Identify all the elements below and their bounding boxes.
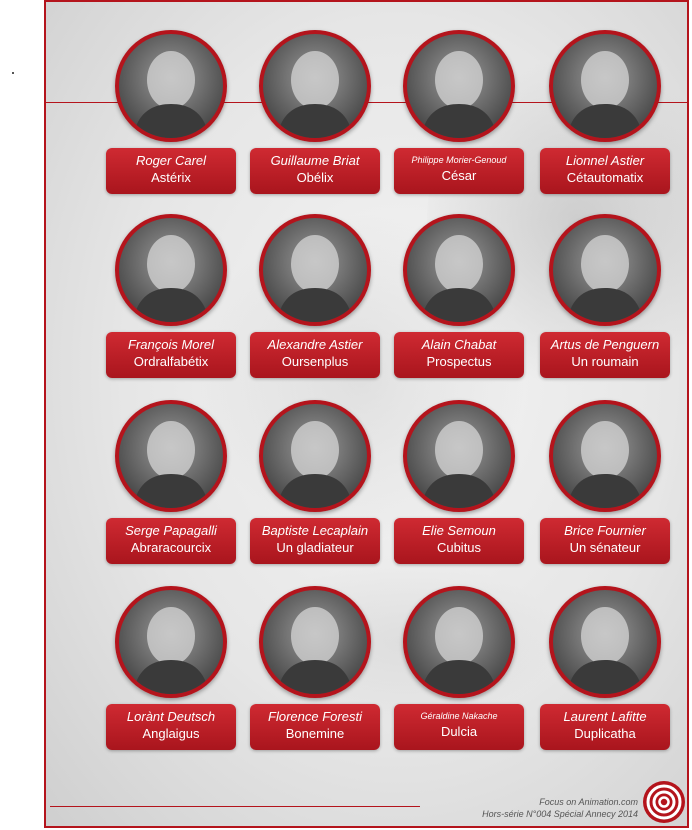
actor-name: Lorànt Deutsch (126, 709, 216, 724)
actor-name: Artus de Penguern (550, 337, 660, 352)
character-name: Dulcia (440, 724, 478, 739)
character-name: Astérix (151, 170, 191, 185)
actor-portrait (549, 214, 661, 326)
character-name: Oursenplus (281, 354, 349, 369)
actor-portrait (403, 586, 515, 698)
actor-portrait (115, 214, 227, 326)
actor-portrait (549, 30, 661, 142)
actor-portrait (115, 30, 227, 142)
cast-card (386, 214, 532, 384)
actor-name: Alain Chabat (421, 337, 497, 352)
name-plate (106, 332, 236, 378)
footer-credit (466, 796, 638, 820)
actor-name: Baptiste Lecaplain (261, 523, 369, 538)
name-plate (540, 704, 670, 750)
cast-card (242, 214, 388, 384)
cast-card (98, 400, 244, 570)
name-plate (106, 704, 236, 750)
actor-name: Laurent Lafitte (563, 709, 647, 724)
actor-name: Lionnel Astier (565, 153, 645, 168)
actor-portrait (549, 586, 661, 698)
cast-card (532, 400, 678, 570)
bottom-rule (50, 806, 420, 807)
name-plate (106, 148, 236, 194)
actor-name: Géraldine Nakache (420, 711, 498, 721)
character-name: Ordralfabétix (133, 354, 209, 369)
cast-card (242, 30, 388, 200)
actor-portrait (259, 30, 371, 142)
character-name: Un gladiateur (276, 540, 354, 555)
name-plate (394, 148, 524, 194)
name-plate (106, 518, 236, 564)
name-plate (540, 518, 670, 564)
actor-portrait (259, 586, 371, 698)
actor-portrait (549, 400, 661, 512)
cast-card (98, 30, 244, 200)
cast-card (386, 586, 532, 756)
name-plate (250, 518, 380, 564)
actor-portrait (403, 214, 515, 326)
name-plate (540, 332, 670, 378)
character-name: Bonemine (285, 726, 345, 741)
cast-card (98, 586, 244, 756)
character-name: Un sénateur (569, 540, 641, 555)
margin-mark (12, 72, 14, 74)
cast-card (386, 30, 532, 200)
actor-name: Elie Semoun (422, 523, 496, 538)
cast-card (532, 30, 678, 200)
character-name: Cubitus (436, 540, 482, 555)
name-plate (250, 704, 380, 750)
name-plate (250, 148, 380, 194)
actor-portrait (259, 400, 371, 512)
actor-name: Serge Papagalli (125, 523, 217, 538)
cast-card (532, 214, 678, 384)
character-name: Prospectus (426, 354, 492, 369)
actor-portrait (115, 400, 227, 512)
magazine-page (44, 0, 689, 828)
actor-name: Florence Foresti (268, 709, 362, 724)
footer-line-1: Focus on Animation.com (539, 797, 638, 807)
name-plate (394, 704, 524, 750)
actor-portrait (403, 30, 515, 142)
cast-card (242, 586, 388, 756)
magazine-logo (642, 780, 686, 824)
actor-name: Guillaume Briat (270, 153, 360, 168)
actor-portrait (259, 214, 371, 326)
character-name: César (441, 168, 477, 183)
character-name: Obélix (296, 170, 334, 185)
character-name: Duplicatha (574, 726, 636, 741)
actor-name: Alexandre Astier (267, 337, 363, 352)
actor-name: Philippe Morier-Genoud (411, 155, 507, 165)
actor-name: François Morel (128, 337, 214, 352)
cast-card (242, 400, 388, 570)
footer-line-2: Hors-série N°004 Spécial Annecy 2014 (482, 809, 638, 819)
actor-name: Roger Carel (135, 153, 207, 168)
cast-card (532, 586, 678, 756)
character-name: Abraracourcix (130, 540, 212, 555)
character-name: Anglaigus (142, 726, 200, 741)
actor-portrait (403, 400, 515, 512)
cast-card (386, 400, 532, 570)
name-plate (394, 518, 524, 564)
name-plate (540, 148, 670, 194)
actor-name: Brice Fournier (564, 523, 646, 538)
name-plate (394, 332, 524, 378)
character-name: Un roumain (571, 354, 639, 369)
actor-portrait (115, 586, 227, 698)
cast-card (98, 214, 244, 384)
character-name: Cétautomatix (566, 170, 644, 185)
name-plate (250, 332, 380, 378)
